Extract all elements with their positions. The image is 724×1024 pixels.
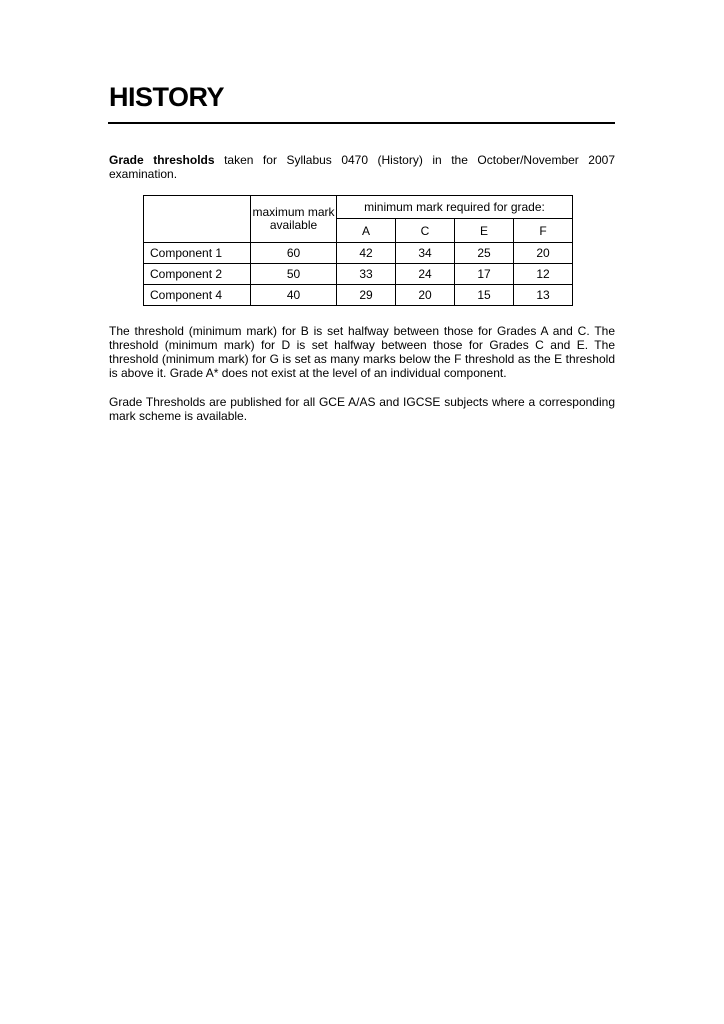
- grade-thresholds-table: [143, 195, 573, 306]
- grade-e-cell: 17: [455, 264, 514, 285]
- grade-c-cell: 24: [396, 264, 455, 285]
- title-divider: [108, 122, 615, 124]
- header-grade-e: E: [455, 219, 514, 243]
- grade-f-cell: 12: [514, 264, 573, 285]
- component-label: Component 2: [144, 264, 251, 285]
- component-label: Component 4: [144, 285, 251, 306]
- grade-c-cell: 20: [396, 285, 455, 306]
- max-mark-cell: 50: [251, 264, 337, 285]
- grade-a-cell: 33: [337, 264, 396, 285]
- threshold-explanation-paragraph: The threshold (minimum mark) for B is set halfway between those for Grades A and C. The threshold (minimum mark) for D is set halfway between those for Grades C and E. The threshold (minimum mark) for G is set as many marks below the F threshold as the E threshold is above it. Grade A* does not exist at the level of an individual component.: [109, 324, 615, 380]
- grade-f-cell: 20: [514, 243, 573, 264]
- table-row: [144, 264, 573, 285]
- table-corner-cell: [144, 196, 251, 243]
- table-row: [144, 243, 573, 264]
- grade-e-cell: 25: [455, 243, 514, 264]
- header-grade-f: F: [514, 219, 573, 243]
- grade-e-cell: 15: [455, 285, 514, 306]
- header-max-mark: maximum mark available: [251, 196, 337, 243]
- page-title: HISTORY: [109, 82, 225, 112]
- header-grade-c: C: [396, 219, 455, 243]
- publication-note-paragraph: Grade Thresholds are published for all GCE A/AS and IGCSE subjects where a corresponding mark scheme is available.: [109, 395, 615, 423]
- grade-a-cell: 29: [337, 285, 396, 306]
- grade-c-cell: 34: [396, 243, 455, 264]
- intro-bold-lead: Grade thresholds: [109, 153, 215, 167]
- header-grade-a: A: [337, 219, 396, 243]
- header-min-mark-group: minimum mark required for grade:: [337, 196, 573, 219]
- max-mark-cell: 40: [251, 285, 337, 306]
- table-row: [144, 285, 573, 306]
- intro-paragraph: [109, 153, 615, 181]
- component-label: Component 1: [144, 243, 251, 264]
- grade-f-cell: 13: [514, 285, 573, 306]
- intro-text: taken for Syllabus 0470 (History) in the October/November 2007 examination.: [109, 153, 615, 181]
- max-mark-cell: 60: [251, 243, 337, 264]
- grade-a-cell: 42: [337, 243, 396, 264]
